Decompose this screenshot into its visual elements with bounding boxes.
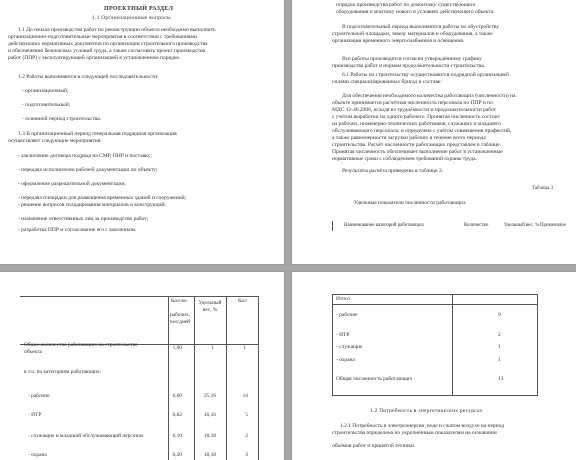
paragraph-line: Все работы производятся согласно утверждённому графику <box>342 56 482 62</box>
table-cell: 2 <box>498 332 501 338</box>
table-cell: 1 <box>243 345 246 351</box>
paragraph-line: 1.1 До начала производства работ по реконструкции объекта необходимо выполнить <box>18 27 216 33</box>
paragraph-line: порядок производства работ по демонтажу существующего <box>336 2 476 8</box>
table-row-label: - охрана <box>28 452 47 458</box>
paragraph-line: объёмов работ и принятой техники. <box>332 443 416 449</box>
paragraph-line: строительной площадки, завозу материалов и оборудования, а также <box>332 31 493 37</box>
table-border <box>332 304 537 305</box>
table-cell: 18,18 <box>203 433 216 439</box>
table-header-cell: Количество <box>464 223 489 228</box>
paragraph-line: а также равномерности загрузки рабочих в течение всего периода <box>332 135 486 141</box>
table-cell: 0,82 <box>172 412 182 418</box>
table-cell: 0,60 <box>172 393 182 399</box>
paragraph-line: Для обеспечения необходимого количества работающих (численности) на <box>342 93 516 99</box>
paragraph-line: организационно-подготовительные мероприятия в соответствии с требованиями <box>8 34 197 40</box>
list-item: - назначение ответственных лиц за производство работ; <box>18 216 149 222</box>
list-item: - подготовительный; <box>22 102 71 108</box>
table-header-cell: Кол <box>238 298 247 304</box>
table-header-cell: Удельный вес, % <box>504 223 540 228</box>
paragraph-line: организации временного энергоснабжения и освещения. <box>332 38 465 44</box>
table-header-cell: Удельный вес, % <box>198 300 222 313</box>
table-border <box>332 221 333 231</box>
paragraph-line: с учётом выработки на одного рабочего. Принятая численность состоит <box>332 114 500 120</box>
paragraph-line: нормативные сроки с соблюдением требований охраны труда. <box>332 156 477 162</box>
document-page-2 <box>292 0 576 264</box>
table-cell: 25,16 <box>203 393 216 399</box>
paragraph-line: работ (ППР) с эксплуатирующей организацией в установленном порядке. <box>8 55 181 61</box>
table-cell: 0,20 <box>172 452 182 458</box>
table-caption: Удельные показатели численности работающих <box>354 200 466 206</box>
table-row-label: Общая численность работающих <box>336 376 413 382</box>
paragraph-line: В подготовительный период выполняются работы по обустройству <box>342 24 500 30</box>
table-cell: 9 <box>498 312 501 318</box>
table-header-cell: рабочих, чел/дней <box>169 312 190 325</box>
table-row-label: - рабочие <box>336 312 358 318</box>
table-cell: 13 <box>498 376 504 382</box>
table-cell: 1 <box>211 345 214 351</box>
table-header-cell: Итого: <box>336 296 352 302</box>
paragraph-line: строительства определена по укрупнённым показателям на основании <box>332 430 497 436</box>
table-row-label: - служащие <box>336 344 363 350</box>
table-cell: 3 <box>245 452 248 458</box>
list-item: - решение вопросов складирования материалов и конструкций; <box>18 202 166 208</box>
list-item: - передача площадки для размещения временных зданий и сооружений; <box>18 195 187 201</box>
table-row-label: - охрана <box>336 357 355 363</box>
paragraph-line: Принятая численность обеспечивает выполнение работ в установленные <box>332 149 503 155</box>
section-title: 1.2 Потребность в энергетических ресурсах <box>370 408 483 414</box>
table-cell: 2 <box>245 433 248 439</box>
table-border <box>20 296 258 297</box>
paragraph-line: осуществляет следующие мероприятия: <box>8 138 102 144</box>
list-item: - оформление разрешительной документации; <box>18 181 126 187</box>
table-header-cell: Наименование категорий работающих <box>344 223 425 228</box>
paragraph-line: 1.2.1 Потребность в электроэнергии, воде и сжатом воздухе на период <box>340 423 504 429</box>
table-border <box>452 294 453 395</box>
page-title: ПРОЕКТНЫЙ РАЗДЕЛ <box>104 6 174 12</box>
table-header-cell: Кол-во <box>171 298 187 304</box>
list-heading: 1.2 Работы выполняются в следующей последовательности: <box>18 74 159 80</box>
paragraph-line: силами специализированных бригад в составе: <box>332 79 442 85</box>
table-row-label: - ИТР <box>336 332 350 338</box>
table-cell: 1 <box>498 357 501 363</box>
paragraph-line: 1.3 В организационный период генеральная подрядная организация <box>18 131 177 137</box>
paragraph-line: действующих нормативных документов по организации строительного производства <box>8 41 208 47</box>
list-item: - разработка ППР и согласование его с заказчиком. <box>18 227 137 233</box>
paragraph-line: оборудования и монтажу нового в условиях действующего объекта. <box>336 9 495 15</box>
document-page-4 <box>292 272 576 460</box>
list-item: - организационный; <box>22 88 69 94</box>
table-cell: 1,00 <box>172 345 182 351</box>
paragraph-heading: 6.1 Работы по строительству осуществляются подрядной организацией <box>342 72 509 78</box>
table-group-heading: в т.ч. по категориям работающих: <box>24 369 102 375</box>
list-item: - заключение договора подряда на СМР, ПНР и поставку; <box>18 153 152 159</box>
table-cell: 5 <box>245 412 248 418</box>
paragraph-line: Результаты расчёта приведены в таблице 3. <box>342 168 443 174</box>
table-row-label: - служащие и младший обслуживающий персонал <box>28 433 144 439</box>
table-header-cell: Примечание <box>540 223 566 228</box>
table-cell: 14 <box>242 393 248 399</box>
table-row-label: - рабочие <box>28 393 50 399</box>
list-item: - основной период строительства. <box>22 116 102 122</box>
table-cell: 18,18 <box>203 452 216 458</box>
table-border <box>258 296 259 460</box>
paragraph-line: МДС 12-46.2008, исходя из трудоёмкости и продолжительности работ <box>332 107 497 113</box>
table-cell: 0,10 <box>172 433 182 439</box>
paragraph-line: объекте принимается расчётная численность персонала по ППР и по <box>332 100 493 106</box>
table-label: Таблица 3 <box>532 186 553 191</box>
table-cell: 16,16 <box>203 412 216 418</box>
document-page-1 <box>0 0 284 264</box>
section-subtitle: 1.1 Организационные вопросы <box>92 15 171 21</box>
table-row-label: - ИТР <box>28 412 42 418</box>
paragraph-line: из рабочих, инженерно-технических работников, служащих и младшего <box>332 121 501 127</box>
list-item: - передача исполнителю рабочей документации по объекту; <box>18 167 158 173</box>
table-section-label: Общее количество работающих на строительстве объекта <box>24 342 138 355</box>
paragraph-line: строительства. Расчёт численности работающих представлен в таблице. <box>332 142 501 148</box>
table-cell: 1 <box>498 344 501 350</box>
document-page-3 <box>0 272 284 460</box>
paragraph-line: и обеспечению безопасных условий труда, а также согласовать проект производства <box>8 48 206 54</box>
paragraph-line: производства работ и нормам продолжительности строительства. <box>332 63 486 69</box>
paragraph-line: обслуживающего персонала, и определена с учётом совмещения профессий, <box>332 128 512 134</box>
